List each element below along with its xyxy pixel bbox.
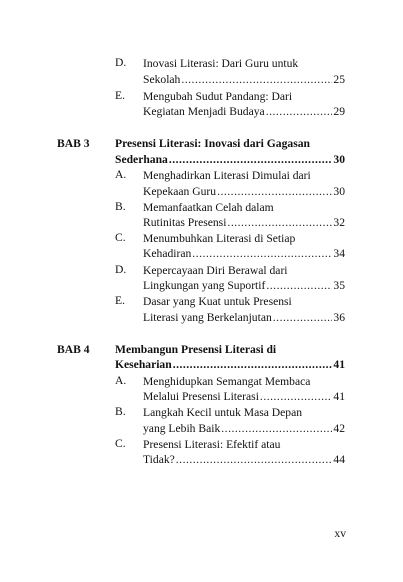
entry-letter: B. <box>115 405 126 418</box>
chapter-page-number: 41 <box>333 358 345 371</box>
entry-letter: A. <box>115 374 127 387</box>
dot-leader <box>192 246 332 262</box>
dot-leader <box>173 357 333 373</box>
entry-letter: B. <box>115 200 126 213</box>
chapter-label: BAB 4 <box>57 343 90 356</box>
entry-title-line2: Melalui Presensi Literasi <box>143 390 259 403</box>
dot-leader <box>217 184 332 200</box>
entry-title-line2: Literasi yang Berkelanjutan <box>143 311 272 324</box>
dot-leader <box>273 310 333 326</box>
entry-letter: C. <box>115 437 126 450</box>
entry-title-line1: Dasar yang Kuat untuk Presensi <box>143 295 292 308</box>
dot-leader <box>260 389 332 405</box>
dot-leader <box>266 278 332 294</box>
entry-title-line2: yang Lebih Baik <box>143 422 221 435</box>
chapter-title-line1: Membangun Presensi Literasi di <box>115 343 277 356</box>
entry-letter: A. <box>115 168 127 181</box>
entry-title-line1: Presensi Literasi: Efektif atau <box>143 438 281 451</box>
entry-page-number: 32 <box>333 216 345 229</box>
entry-title-line1: Inovasi Literasi: Dari Guru untuk <box>143 57 299 70</box>
chapter-page-number: 30 <box>333 153 345 166</box>
entry-title-line1: Menghadirkan Literasi Dimulai dari <box>143 169 311 182</box>
entry-page-number: 36 <box>333 311 345 324</box>
dot-leader <box>169 152 333 168</box>
entry-title-line1: Kepercayaan Diri Berawal dari <box>143 264 288 277</box>
entry-title-line1: Langkah Kecil untuk Masa Depan <box>143 406 303 419</box>
entry-title-line2: Rutinitas Presensi <box>143 216 227 229</box>
entry-letter: C. <box>115 231 126 244</box>
entry-title-line2-row <box>143 421 345 437</box>
entry-page-number: 34 <box>333 247 345 260</box>
entry-title-line1: Mengubah Sudut Pandang: Dari <box>143 90 293 103</box>
entry-title-line2-row <box>143 246 345 262</box>
chapter-label: BAB 3 <box>57 137 90 150</box>
entry-title-line1: Memanfaatkan Celah dalam <box>143 201 274 214</box>
dot-leader <box>176 452 333 468</box>
entry-page-number: 25 <box>333 73 345 86</box>
entry-page-number: 35 <box>333 279 345 292</box>
chapter-title-line1: Presensi Literasi: Inovasi dari Gagasan <box>115 137 310 150</box>
entry-letter: E. <box>115 294 125 307</box>
entry-title-line2: Sekolah <box>143 73 181 86</box>
entry-page-number: 29 <box>333 105 345 118</box>
entry-letter: D. <box>115 56 127 69</box>
entry-title-line2-row <box>143 452 345 468</box>
entry-title-line2-row <box>143 310 345 326</box>
dot-leader <box>266 104 333 120</box>
entry-letter: E. <box>115 89 125 102</box>
entry-letter: D. <box>115 263 127 276</box>
entry-page-number: 30 <box>333 185 345 198</box>
entry-title-line2: Lingkungan yang Suportif <box>143 279 266 292</box>
entry-title-line2-row <box>143 389 345 405</box>
entry-title-line1: Menumbuhkan Literasi di Setiap <box>143 232 296 245</box>
dot-leader <box>227 215 332 231</box>
entry-page-number: 42 <box>333 422 345 435</box>
entry-title-line2-row <box>143 104 345 120</box>
chapter-title-line2: Keseharian <box>115 358 172 371</box>
entry-title-line2-row <box>143 72 345 88</box>
chapter-title-line2: Sederhana <box>115 153 168 166</box>
entry-title-line1: Menghidupkan Semangat Membaca <box>143 375 311 388</box>
entry-page-number: 41 <box>333 390 345 403</box>
entry-title-line2-row <box>143 215 345 231</box>
entry-title-line2-row <box>143 184 345 200</box>
page-folio: xv <box>334 527 346 540</box>
entry-title-line2: Kehadiran <box>143 247 192 260</box>
entry-page-number: 44 <box>333 453 345 466</box>
dot-leader <box>181 72 332 88</box>
chapter-title-line2-row <box>115 152 345 168</box>
dot-leader <box>221 421 332 437</box>
entry-title-line2-row <box>143 278 345 294</box>
entry-title-line2: Kegiatan Menjadi Budaya <box>143 105 265 118</box>
entry-title-line2: Kepekaan Guru <box>143 185 217 198</box>
chapter-title-line2-row <box>115 357 345 373</box>
entry-title-line2: Tidak? <box>143 453 175 466</box>
